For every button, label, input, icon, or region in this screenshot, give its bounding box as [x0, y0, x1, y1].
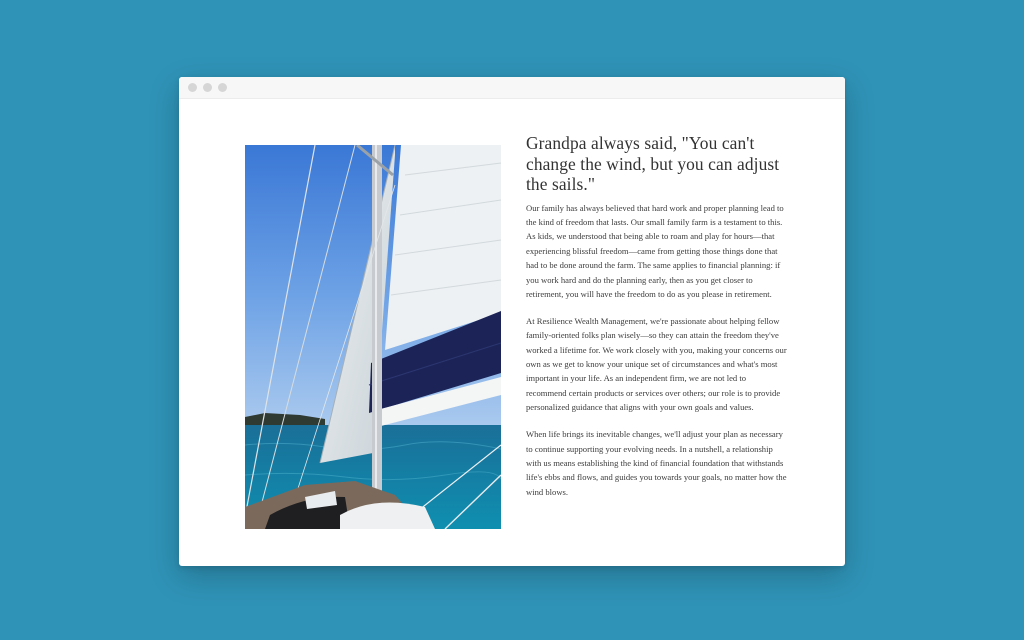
- paragraph-firm-approach: At Resilience Wealth Management, we're passionate about helping fellow family-oriented folks plan wisely—so they can attain the freedom they've worked a lifetime for. We work closely with you, making your concerns our own as we get to know your unique set of circumstances and what's most important in your life. As an independent firm, we are not led to recommend certain products or services over others; our role is to provide personalized guidance that aligns with your own goals and values.: [526, 315, 787, 413]
- paragraph-life-changes: When life brings its inevitable changes, we'll adjust your plan as necessary to continue supporting your evolving needs. In a nutshell, a relationship with us means establishing the kind of financial foundation that withstands life's ebbs and flows, and guides you towards your goals, no matter how the wind blows.: [526, 429, 787, 497]
- window-titlebar: [179, 77, 845, 99]
- about-content: [526, 133, 788, 512]
- paragraph-family-values: Our family has always believed that hard work and proper planning lead to the kind of freedom that lasts. Our small family farm is a testament to this. As kids, we understood that being able to roam and play for hours—that experiencing blissful freedom—came from getting those things done that had to be done around the farm. The same applies to financial planning: if you work hard and do the planning early, then as you get closer to retirement, you will have the freedom to do as you please in retirement.: [526, 202, 784, 299]
- sailboat-photo: [245, 145, 501, 529]
- browser-window: [179, 77, 845, 566]
- page-headline: Grandpa always said, "You can't change the wind, but you can adjust the sails.": [526, 133, 780, 194]
- maximize-window-icon[interactable]: [218, 83, 227, 92]
- minimize-window-icon[interactable]: [203, 83, 212, 92]
- close-window-icon[interactable]: [188, 83, 197, 92]
